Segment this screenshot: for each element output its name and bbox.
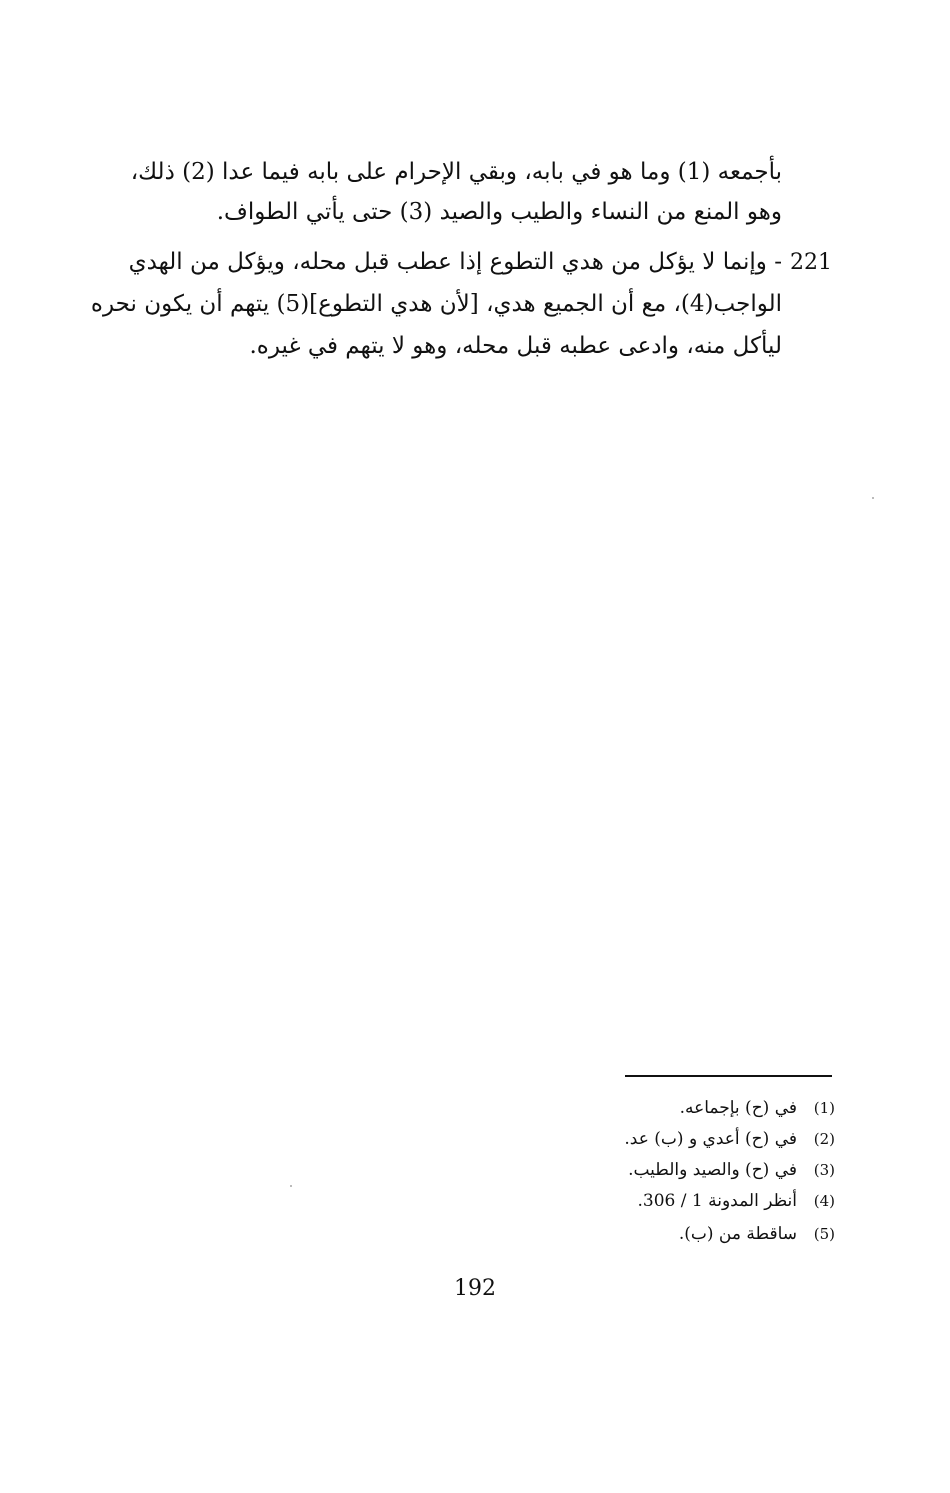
paragraph-221-line-1 [72, 244, 832, 281]
footnote-4 [475, 1189, 835, 1213]
footnote-1 [475, 1096, 835, 1120]
footnote-text: أنظر المدونة 1 / 306. [637, 1191, 797, 1211]
footnote-2 [475, 1127, 835, 1151]
paragraph-1-line-2: وهو المنع من النساء والطيب والصيد (3) حتى يأتي الطواف. [216, 199, 782, 225]
footnote-separator [625, 1075, 832, 1077]
scan-speck [290, 1185, 292, 1187]
page-number: 192 [454, 1276, 496, 1301]
footnote-number: (2) [813, 1130, 835, 1148]
footnote-text: ساقطة من (ب). [678, 1224, 797, 1244]
footnote-number: (1) [813, 1099, 835, 1117]
paragraph-1-line-1: بأجمعه (1) وما هو في بابه، وبقي الإحرام على بابه فيما عدا (2) ذلك، [130, 159, 782, 185]
paragraph-221-line-3: ليأكل منه، وادعى عطبه قبل محله، وهو لا يتهم في غيره. [249, 333, 782, 359]
footnote-number: (3) [813, 1161, 835, 1179]
footnote-text: في (ح) بإجماعه. [679, 1098, 797, 1118]
paragraph-221-text: - وإنما لا يؤكل من هدي التطوع إذا عطب قبل محله، ويؤكل من الهدي [128, 249, 782, 275]
footnote-5 [475, 1222, 835, 1246]
footnote-number: (4) [813, 1192, 835, 1210]
footnote-3 [475, 1158, 835, 1182]
footnote-number: (5) [813, 1225, 835, 1243]
footnote-text: في (ح) والصيد والطيب. [628, 1160, 797, 1180]
paragraph-number: 221 [790, 250, 832, 275]
footnote-text: في (ح) أعدي و (ب) عد. [624, 1129, 797, 1149]
paragraph-221-line-2: الواجب(4)، مع أن الجميع هدي، [لأن هدي التطوع](5) يتهم أن يكون نحره [90, 291, 782, 317]
scan-speck [872, 497, 874, 499]
